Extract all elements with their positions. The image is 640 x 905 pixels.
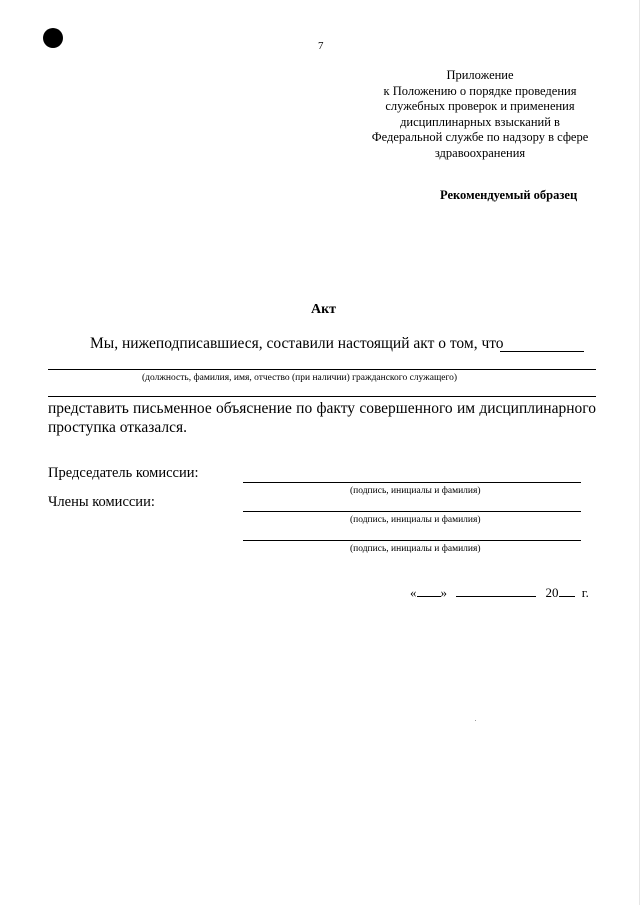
date-field	[410, 584, 589, 601]
scan-speck	[475, 720, 476, 721]
act-intro-text: Мы, нижеподписавшиеся, составили настоящий акт о том, что	[90, 335, 504, 352]
recommended-sample-label: Рекомендуемый образец	[440, 188, 578, 202]
date-year-blank[interactable]	[559, 584, 575, 597]
appendix-header	[352, 68, 608, 161]
appendix-line: к Положению о порядке проведения	[383, 83, 577, 98]
employee-field-line[interactable]	[48, 369, 596, 370]
intro-blank-line[interactable]	[500, 351, 584, 352]
members-label: Члены комиссии:	[48, 494, 155, 510]
member-signature-line-1[interactable]	[243, 511, 581, 512]
member-signature-line-2[interactable]	[243, 540, 581, 541]
date-close-quote: »	[440, 585, 447, 600]
date-year-prefix: 20	[545, 585, 559, 600]
act-body-text: представить письменное объяснение по факту совершенного им дисциплинарного проступка отказался.	[48, 400, 596, 436]
chair-signature-caption: (подпись, инициалы и фамилия)	[350, 486, 481, 496]
page-number: 7	[318, 40, 324, 52]
appendix-line: дисциплинарных взысканий в	[400, 114, 560, 129]
chair-signature-line[interactable]	[243, 482, 581, 483]
employee-field-line-second[interactable]	[48, 396, 596, 397]
date-open-quote: «	[410, 585, 417, 600]
appendix-line: здравоохранения	[434, 145, 526, 160]
member-signature-caption-2: (подпись, инициалы и фамилия)	[350, 544, 481, 554]
employee-field-caption: (должность, фамилия, имя, отчество (при наличии) гражданского служащего)	[142, 373, 458, 383]
appendix-line: Федеральной службе по надзору в сфере	[371, 130, 589, 144]
punch-hole-mark	[43, 28, 63, 48]
date-year-suffix: г.	[581, 585, 589, 600]
member-signature-caption-1: (подпись, инициалы и фамилия)	[350, 515, 481, 525]
chair-label: Председатель комиссии:	[48, 465, 199, 481]
date-day-blank[interactable]	[417, 584, 441, 597]
date-month-blank[interactable]	[456, 584, 536, 597]
act-title: Акт	[311, 302, 337, 317]
appendix-line: Приложение	[446, 68, 514, 82]
appendix-line: служебных проверок и применения	[385, 99, 575, 113]
